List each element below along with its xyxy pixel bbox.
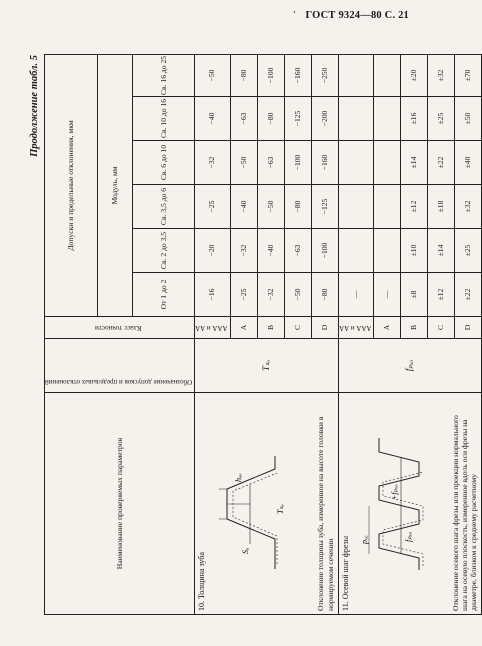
- value-cell: ±18: [428, 185, 455, 229]
- value-cell: −32: [230, 229, 257, 273]
- value-cell: ±14: [401, 141, 428, 185]
- value-cell: −160: [311, 141, 338, 185]
- col-class-header: Класс точности: [45, 317, 195, 339]
- value-cell: −100: [284, 141, 311, 185]
- value-cell: −63: [284, 229, 311, 273]
- section-11-description: Отклонение осевого шага фрезы или проекции нормального шага на осевую плоскость, измеренное вдоль оси фрезы на диаметре, близком к среднему расчетному: [450, 415, 479, 611]
- value-cell: [338, 54, 374, 96]
- value-cell: −125: [311, 185, 338, 229]
- section-10-symbol: Tₛₒ: [195, 339, 339, 393]
- table-row: [195, 54, 231, 614]
- value-cell: ±32: [455, 185, 482, 229]
- value-cell: [374, 229, 401, 273]
- class-cell: В: [257, 317, 284, 339]
- value-cell: −25: [230, 273, 257, 317]
- value-cell: −100: [257, 54, 284, 96]
- class-cell: D: [455, 317, 482, 339]
- class-cell: С: [428, 317, 455, 339]
- section-11-name-cell: [338, 393, 482, 615]
- value-cell: −50: [195, 54, 231, 96]
- tolerance-table: [44, 54, 482, 615]
- module-col-1: От 1 до 2: [133, 273, 195, 317]
- col-module-header: Модуль, мм: [98, 54, 133, 316]
- value-cell: −80: [230, 54, 257, 96]
- module-col-4: Св. 6 до 10: [133, 141, 195, 185]
- module-col-2: Св. 2 до 3,5: [133, 229, 195, 273]
- section-11-title: 11. Осевой шаг фрезы: [340, 535, 350, 611]
- class-cell: D: [311, 317, 338, 339]
- doc-number: ГОСТ 9324—80 С. 21: [305, 10, 409, 21]
- value-cell: ±22: [428, 141, 455, 185]
- class-cell: С: [284, 317, 311, 339]
- value-cell: ±14: [428, 229, 455, 273]
- value-cell: [338, 229, 374, 273]
- header-mark: ': [293, 10, 296, 21]
- value-cell: ±22: [455, 273, 482, 317]
- label-pxo: pₓₒ: [359, 535, 369, 544]
- col-symbol-header: Обозначение допусков и предельных отклонений: [45, 339, 195, 393]
- value-cell: −80: [257, 97, 284, 141]
- class-cell: А: [230, 317, 257, 339]
- value-cell: −20: [195, 229, 231, 273]
- value-cell: ±25: [455, 229, 482, 273]
- class-cell: В: [401, 317, 428, 339]
- table-row: [338, 54, 374, 614]
- value-cell: −50: [257, 185, 284, 229]
- value-cell: −200: [311, 97, 338, 141]
- value-cell: ±8: [401, 273, 428, 317]
- value-cell: −80: [311, 273, 338, 317]
- value-cell: ±16: [401, 97, 428, 141]
- value-cell: ±12: [401, 185, 428, 229]
- value-cell: −40: [230, 185, 257, 229]
- value-cell: −250: [311, 54, 338, 96]
- label-hao: hₐₒ: [234, 473, 244, 482]
- class-cell: ААА и АА: [195, 317, 231, 339]
- value-cell: −16: [195, 273, 231, 317]
- section-11-symbol: fₚₓₒ: [338, 339, 482, 393]
- class-cell: А: [374, 317, 401, 339]
- module-col-5: Св. 10 до 16: [133, 97, 195, 141]
- value-cell: −25: [195, 185, 231, 229]
- page-header: [293, 10, 409, 21]
- value-cell: −63: [257, 141, 284, 185]
- axial-pitch-diagram: [361, 434, 431, 574]
- value-cell: −50: [230, 141, 257, 185]
- section-10-title: 10. Толщина зуба: [197, 552, 207, 611]
- value-cell: [374, 185, 401, 229]
- value-cell: −160: [284, 54, 311, 96]
- value-cell: [374, 141, 401, 185]
- section-10-name-cell: [195, 393, 339, 615]
- module-col-6: Св. 16 до 25: [133, 54, 195, 96]
- value-cell: —: [338, 273, 374, 317]
- value-cell: ±50: [455, 97, 482, 141]
- value-cell: −125: [284, 97, 311, 141]
- value-cell: [338, 141, 374, 185]
- value-cell: ±32: [428, 54, 455, 96]
- col-name-header: Наименование проверяемых параметров: [45, 393, 195, 615]
- value-cell: ±40: [455, 141, 482, 185]
- label-plus-fpxo: +fₚₓₒ: [389, 484, 399, 500]
- value-cell: ±12: [428, 273, 455, 317]
- value-cell: −63: [230, 97, 257, 141]
- label-sa: Sₐ: [241, 547, 251, 554]
- value-cell: [338, 97, 374, 141]
- value-cell: [338, 185, 374, 229]
- section-10-description: Отклонение толщины зуба, измеренное на высоте головки в нормируемом сечении: [316, 416, 335, 611]
- module-col-3: Св. 3,5 до 6: [133, 185, 195, 229]
- rotated-table-page: [29, 55, 479, 615]
- value-cell: −32: [257, 273, 284, 317]
- label-fpxo: fₚₓₒ: [403, 531, 413, 542]
- tooth-thickness-diagram: [215, 454, 285, 574]
- value-cell: [374, 97, 401, 141]
- table-subtitle: Продолжение табл. 5: [29, 55, 40, 157]
- label-tso: Tₛₒ: [276, 504, 286, 514]
- value-cell: −50: [284, 273, 311, 317]
- value-cell: −100: [311, 229, 338, 273]
- col-tolerances-header: Допуски и предельные отклонения, мкм: [45, 54, 98, 316]
- value-cell: ±70: [455, 54, 482, 96]
- value-cell: −40: [195, 97, 231, 141]
- value-cell: ±20: [401, 54, 428, 96]
- value-cell: —: [374, 273, 401, 317]
- value-cell: −80: [284, 185, 311, 229]
- value-cell: ±25: [428, 97, 455, 141]
- value-cell: −32: [195, 141, 231, 185]
- value-cell: [374, 54, 401, 96]
- value-cell: ±10: [401, 229, 428, 273]
- value-cell: −40: [257, 229, 284, 273]
- class-cell: ААА и АА: [338, 317, 374, 339]
